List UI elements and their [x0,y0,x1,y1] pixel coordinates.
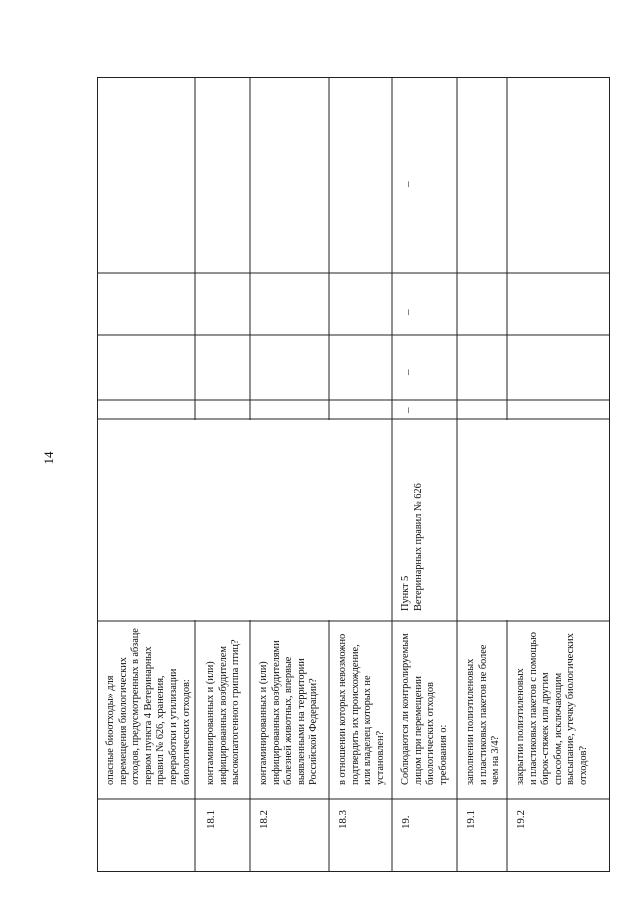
row-19-question [400,633,450,785]
question-line: болезней животных, впервые [283,656,295,785]
question-line: Российской Федерации? [308,678,320,785]
question-line: первом пункта 4 Ветеринарных [142,646,154,785]
question-line: правил № 626, хранения, [155,675,167,785]
question-line: высокопатогенного гриппа птиц? [230,639,242,785]
question-line: опасные биоотходы» для [105,675,116,785]
row-19-1-question [465,645,503,785]
question-line: выявленными на территории [295,658,307,785]
row-18-3-number: 18.3 [337,810,349,829]
question-line: установлен? [374,730,386,785]
question-line: контаминированных и (или) [205,661,216,785]
question-line: перемещения биологических [117,657,129,785]
question-line: Соблюдаются ли контролируемым [400,633,411,785]
question-line: бирок-стяжек или другим [540,672,552,785]
row-18-3-question [337,634,387,785]
row-19-2-number: 19.2 [515,810,527,829]
row-19-dash-yes: – [402,407,414,413]
question-line: отходов, предусмотренных в абзаце [130,628,142,785]
reference-line: Пункт 5 [400,575,411,611]
row-19-reference [400,483,425,611]
question-line: заполнении полиэтиленовых [465,658,476,785]
row-19-dash-no: – [402,369,414,375]
row-19-2-question [515,632,591,785]
row-19-number: 19. [400,815,412,829]
row-18-1-question [205,640,243,786]
question-line: контаминированных и (или) [258,661,269,785]
row-18-2-question [258,640,321,785]
question-line: биологических отходов: [180,679,192,785]
row-18-1-number: 18.1 [205,810,217,829]
row-19-dash-na: – [402,309,414,315]
row-19-1-number: 19.1 [465,810,477,829]
question-line: инфицированных возбудителем [217,646,229,785]
question-line: отходов? [577,746,589,785]
question-line: и пластиковых пакетов не более [477,644,489,785]
question-line: требования о: [437,724,449,785]
row-0-question [105,628,193,785]
question-line: в отношении которых невозможно [337,633,348,785]
question-line: и пластиковых пакетов с помощью [527,632,539,785]
question-line: закрытии полиэтиленовых [515,668,526,785]
question-line: чем на 3/4? [490,735,502,785]
row-18-2-number: 18.2 [258,810,270,829]
row-19-dash-note: – [402,181,414,187]
question-line: подтвердить их происхождение, [349,644,361,785]
question-line: биологических отходов [425,682,437,785]
question-line: инфицированных возбудителями [270,640,282,785]
question-line: высыпание, утечку биологических [565,633,577,785]
question-line: способом, исключающим [552,672,564,785]
question-line: лицом при перемещении [412,676,424,785]
question-line: переработки и утилизации [167,668,179,785]
reference-line: Ветеринарных правил № 626 [412,483,424,611]
checklist-table [97,77,610,872]
question-line: или владелец которых не [362,675,374,785]
page-number: 14 [41,451,56,465]
